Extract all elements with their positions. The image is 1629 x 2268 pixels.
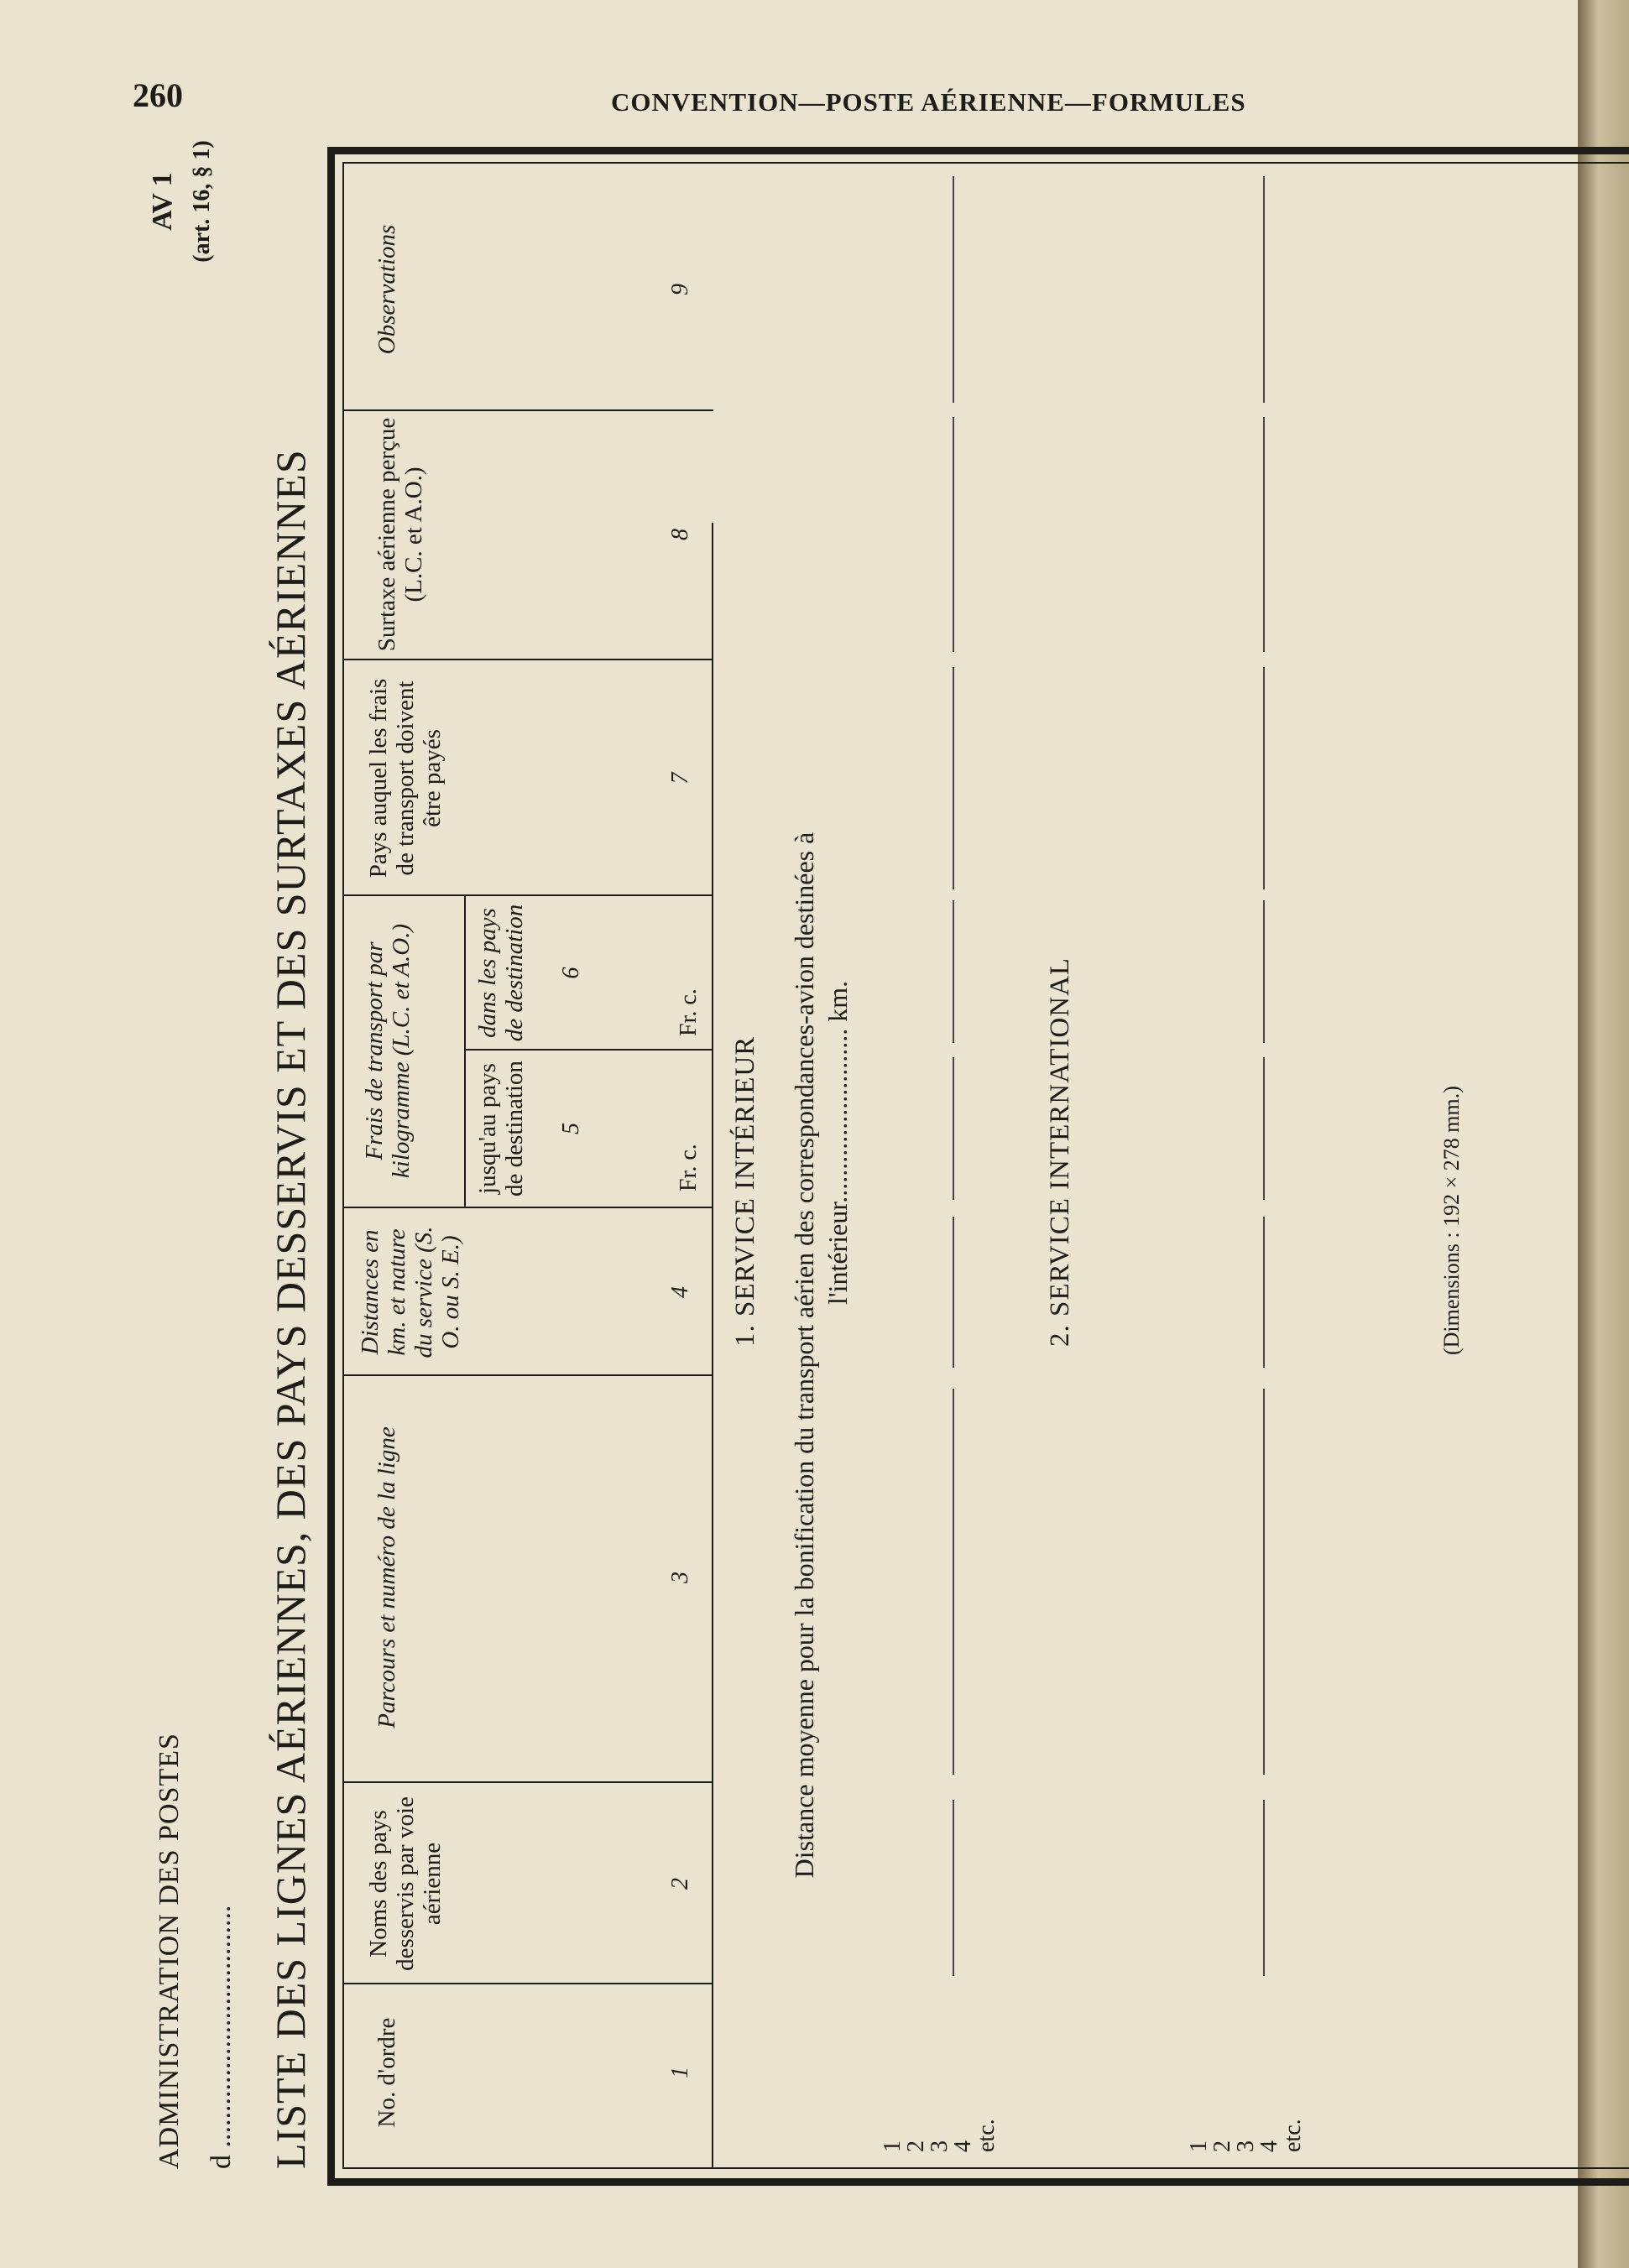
section-title-international: 2. SERVICE INTERNATIONAL — [1045, 957, 1075, 1347]
blank-line — [953, 1389, 954, 1775]
header-col-9: Observations — [373, 224, 400, 355]
col-sep-7 — [344, 659, 713, 660]
col-sep-8 — [344, 409, 713, 411]
blank-line — [1263, 1057, 1265, 1200]
blank-line — [953, 176, 954, 403]
blank-line — [953, 667, 954, 889]
header-num-1: 1 — [667, 2067, 693, 2078]
row-number: etc. — [974, 2119, 1000, 2152]
blank-line — [1263, 667, 1265, 889]
col-sep-6 — [344, 894, 713, 896]
row-number: 3 — [927, 2140, 953, 2152]
form-code: AV 1 — [147, 172, 178, 231]
header-num-9: 9 — [667, 284, 693, 295]
row-number: etc. — [1280, 2119, 1306, 2152]
header-col-5: jusqu'au pays de destination — [474, 1061, 528, 1197]
row-number: 2 — [1209, 2140, 1235, 2152]
page-number: 260 — [133, 76, 183, 114]
row-numbers-interieur — [880, 2119, 1000, 2152]
blank-line — [1263, 176, 1265, 403]
header-num-3: 3 — [667, 1572, 693, 1583]
dimensions-note: (Dimensions : 192 × 278 mm.) — [1439, 1086, 1464, 1355]
col-sep-2 — [344, 1781, 713, 1783]
section-title-interieur: 1. SERVICE INTÉRIEUR — [730, 1035, 760, 1347]
distance-line-2: l'intérieur.......................... km. — [822, 980, 853, 1305]
col-sep-4 — [344, 1207, 713, 1208]
blank-line — [953, 900, 954, 1043]
blank-line — [953, 417, 954, 652]
header-num-5: 5 — [558, 1123, 584, 1134]
header-frais-group: Frais de transport par kilogramme (L.C. et A.O.) — [361, 923, 415, 1179]
row-number: 4 — [1256, 2140, 1282, 2152]
header-col-2: Noms des pays desservis par voie aérienne — [365, 1796, 446, 1971]
admin-location: d .................................. — [206, 1905, 237, 2169]
blank-line — [953, 1057, 954, 1200]
col-sep-1 — [344, 1983, 713, 1984]
frais-group-rule — [464, 896, 466, 1207]
blank-line — [953, 1800, 954, 1976]
blank-line — [1263, 1800, 1265, 1976]
row-number: 3 — [1233, 2140, 1259, 2152]
row-number: 4 — [950, 2140, 976, 2152]
form-reference: (art. 16, § 1) — [189, 140, 215, 263]
header-num-2: 2 — [667, 1878, 693, 1890]
row-number: 1 — [1186, 2140, 1212, 2152]
blank-line — [1263, 417, 1265, 652]
blank-line — [1263, 900, 1265, 1043]
header-col-6: dans les pays de destination — [474, 904, 528, 1042]
blank-line — [1263, 1217, 1265, 1368]
blank-line — [1263, 1389, 1265, 1775]
header-num-4: 4 — [667, 1286, 693, 1298]
admin-label: ADMINISTRATION DES POSTES — [154, 1733, 185, 2169]
row-number: 1 — [880, 2140, 906, 2152]
blank-line — [953, 1217, 954, 1368]
col-sep-5 — [464, 1049, 713, 1051]
header-col-1: No. d'ordre — [373, 2017, 400, 2128]
header-col-4: Distances en km. et nature du service (S. O. ou S. E.) — [357, 1226, 464, 1358]
col-sep-3 — [344, 1374, 713, 1376]
rotated-form — [122, 130, 1548, 2186]
header-num-8: 8 — [667, 529, 693, 540]
row-number: 2 — [903, 2140, 929, 2152]
header-rule — [712, 523, 713, 2167]
row-numbers-international — [1186, 2119, 1306, 2152]
header-col-7: Pays auquel les frais de transport doivent être payés — [365, 678, 446, 879]
header-col-3: Parcours et numéro de la ligne — [373, 1426, 400, 1728]
currency-col-5: Fr. c. — [676, 1144, 702, 1191]
form-title: LISTE DES LIGNES AÉRIENNES, DES PAYS DESSERVIS ET DES SURTAXES AÉRIENNES — [267, 449, 314, 2169]
distance-line-1: Distance moyenne pour la bonification du transport aérien des correspondances-avion destinées à — [789, 832, 819, 1879]
header-num-6: 6 — [558, 967, 584, 979]
header-num-7: 7 — [667, 772, 693, 785]
currency-col-6: Fr. c. — [676, 988, 702, 1036]
table-frame-inner — [342, 162, 1629, 2169]
header-col-8: Surtaxe aérienne perçue (L.C. et A.O.) — [373, 417, 427, 652]
running-head: CONVENTION—POSTE AÉRIENNE—FORMULES — [611, 87, 1246, 117]
